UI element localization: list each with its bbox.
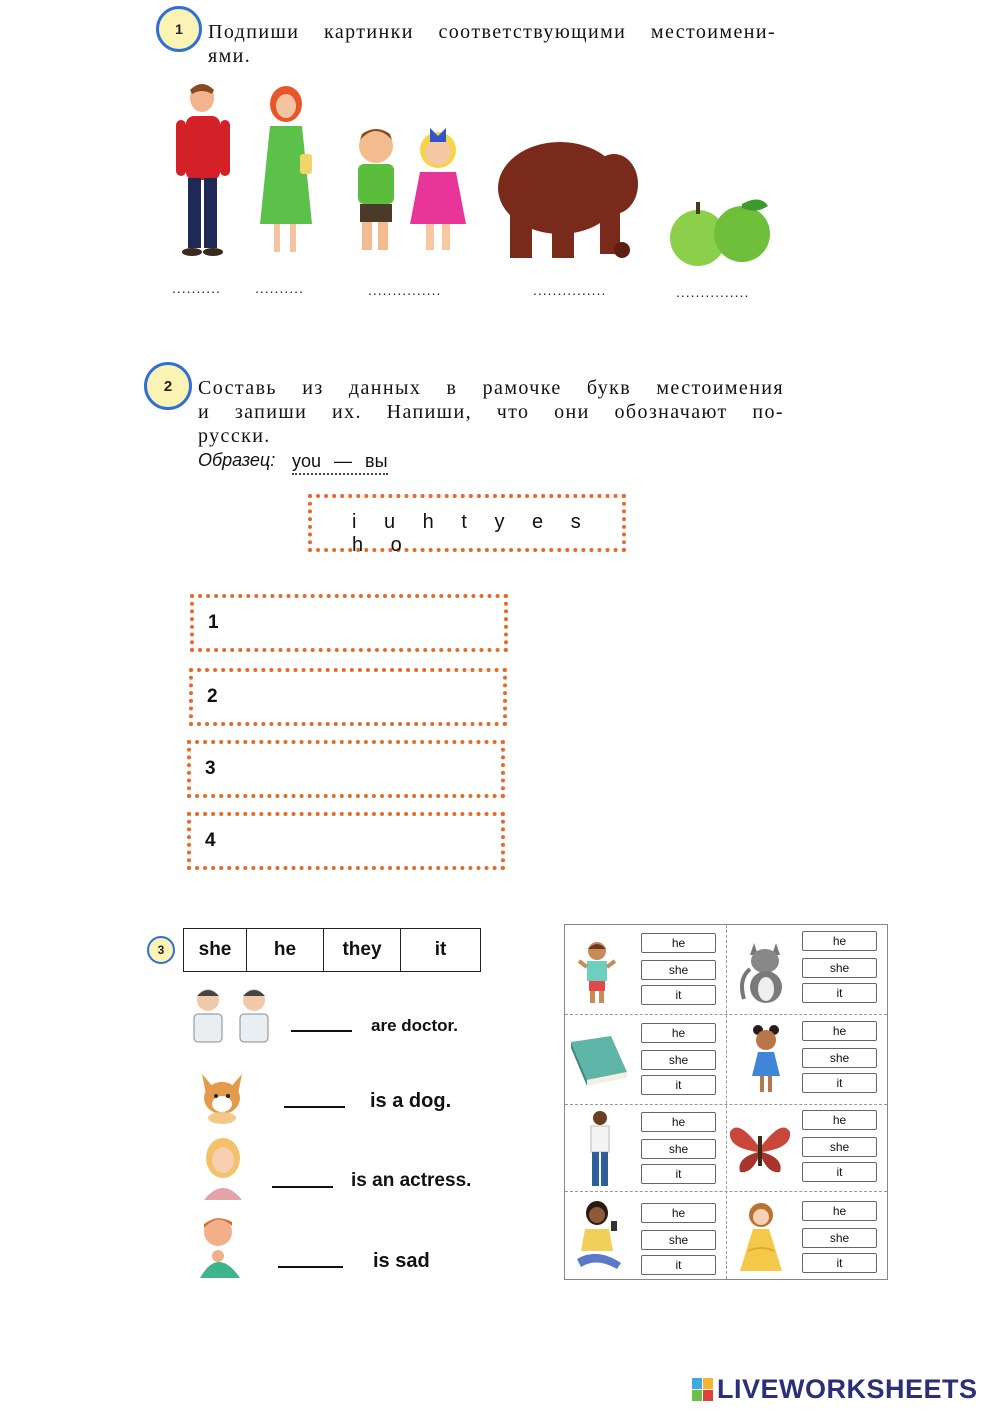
answer-box-2[interactable] (189, 668, 507, 726)
book-icon (567, 1032, 629, 1088)
task1-blank-4[interactable]: ............... (533, 282, 607, 298)
man-icon (168, 80, 238, 265)
task2-example-value: you — вы (292, 451, 388, 475)
princess-icon (736, 1201, 786, 1275)
answer-box-number: 3 (205, 758, 216, 779)
task1-instruction-line1: Подпиши картинки соответствующими местоимени- (208, 21, 776, 43)
task1-number-badge: 1 (156, 6, 202, 52)
sentence-4-text: is sad (373, 1250, 430, 1272)
option-it[interactable]: it (641, 1164, 716, 1184)
answer-box-number: 1 (208, 612, 219, 633)
task2-example-label: Образец: (198, 450, 276, 470)
option-he[interactable]: he (641, 933, 716, 953)
option-she[interactable]: she (802, 1228, 877, 1248)
pronoun-he[interactable]: he (247, 929, 324, 971)
pronoun-they[interactable]: they (324, 929, 401, 971)
man-icon (585, 1110, 615, 1190)
actress-icon (200, 1136, 246, 1200)
option-she[interactable]: she (802, 1137, 877, 1157)
option-he[interactable]: he (802, 931, 877, 951)
grid-cell-cat (726, 925, 887, 1014)
task3-number-badge: 3 (147, 936, 175, 964)
cat-icon (736, 939, 792, 1005)
task1-blank-3[interactable]: ............... (368, 282, 442, 298)
option-she[interactable]: she (641, 1050, 716, 1070)
option-it[interactable]: it (641, 985, 716, 1005)
option-he[interactable]: he (641, 1112, 716, 1132)
task2-instruction-line3: русски. (198, 425, 271, 447)
answer-box-3[interactable] (187, 740, 505, 798)
task1-instruction-line2: ями. (208, 45, 252, 67)
woman-icon (250, 84, 320, 264)
pronoun-it[interactable]: it (434, 939, 447, 960)
option-it[interactable]: it (802, 1162, 877, 1182)
task2-instruction-line1: Составь из данных в рамочке букв местоимения (198, 377, 784, 399)
answer-box-4[interactable] (187, 812, 505, 870)
children-icon (342, 118, 477, 260)
grid-cell-princess (726, 1191, 887, 1280)
task2-instruction-line2: и запиши их. Напиши, что они обозначают по- (198, 401, 784, 423)
sentence-2-blank[interactable] (284, 1106, 345, 1108)
option-it[interactable]: it (641, 1075, 716, 1095)
two-doctors-icon (188, 986, 278, 1044)
grid-cell-woman-phone (565, 1191, 726, 1280)
option-it[interactable]: it (641, 1255, 716, 1275)
sentence-2-text: is a dog. (370, 1090, 452, 1112)
task1-blank-5[interactable]: ............... (676, 284, 750, 300)
grid-cell-book (565, 1014, 726, 1103)
dog-icon (194, 1068, 250, 1124)
boy-icon (575, 939, 619, 1005)
option-he[interactable]: he (641, 1203, 716, 1223)
option-he[interactable]: he (641, 1023, 716, 1043)
bear-icon (496, 122, 650, 264)
apples-icon (664, 196, 776, 268)
option-she[interactable]: she (641, 960, 716, 980)
letters-box (308, 494, 626, 556)
option-he[interactable]: he (802, 1021, 877, 1041)
sad-boy-icon (194, 1212, 246, 1280)
grid-cell-boy (565, 925, 726, 1014)
task2-instruction (198, 376, 784, 448)
liveworksheets-logo (692, 1374, 978, 1405)
option-she[interactable]: she (802, 958, 877, 978)
butterfly-icon (728, 1122, 792, 1176)
grid-cell-man (565, 1104, 726, 1193)
option-she[interactable]: she (641, 1139, 716, 1159)
answer-box-1[interactable] (190, 594, 508, 652)
answer-box-number: 2 (207, 686, 218, 707)
option-she[interactable]: she (802, 1048, 877, 1068)
option-he[interactable]: he (802, 1110, 877, 1130)
task1-blank-2[interactable]: .......... (255, 280, 304, 296)
option-it[interactable]: it (802, 983, 877, 1003)
sentence-1-blank[interactable] (291, 1030, 352, 1032)
sentence-3-text: is an actress. (351, 1170, 472, 1191)
option-it[interactable]: it (802, 1253, 877, 1273)
task1-blank-1[interactable]: .......... (172, 280, 221, 296)
liveworksheets-mark-icon (692, 1378, 714, 1402)
task2-number-badge: 2 (144, 362, 192, 410)
pronoun-choice-grid (564, 924, 888, 1280)
option-he[interactable]: he (802, 1201, 877, 1221)
grid-cell-girl (726, 1014, 887, 1103)
grid-cell-butterfly (726, 1104, 887, 1193)
option-it[interactable]: it (802, 1073, 877, 1093)
sentence-1-text: are doctor. (371, 1016, 458, 1035)
option-she[interactable]: she (641, 1230, 716, 1250)
sentence-3-blank[interactable] (272, 1186, 333, 1188)
answer-box-number: 4 (205, 830, 216, 851)
woman-phone-icon (573, 1199, 627, 1273)
girl-icon (746, 1024, 786, 1096)
letters-text: i u h t y e s h o (352, 511, 592, 556)
pronoun-she[interactable]: she (184, 929, 247, 971)
pronoun-table (183, 928, 481, 972)
task1-instruction (208, 20, 776, 68)
brand-name: LIVEWORKSHEETS (717, 1374, 978, 1404)
sentence-4-blank[interactable] (278, 1266, 343, 1268)
